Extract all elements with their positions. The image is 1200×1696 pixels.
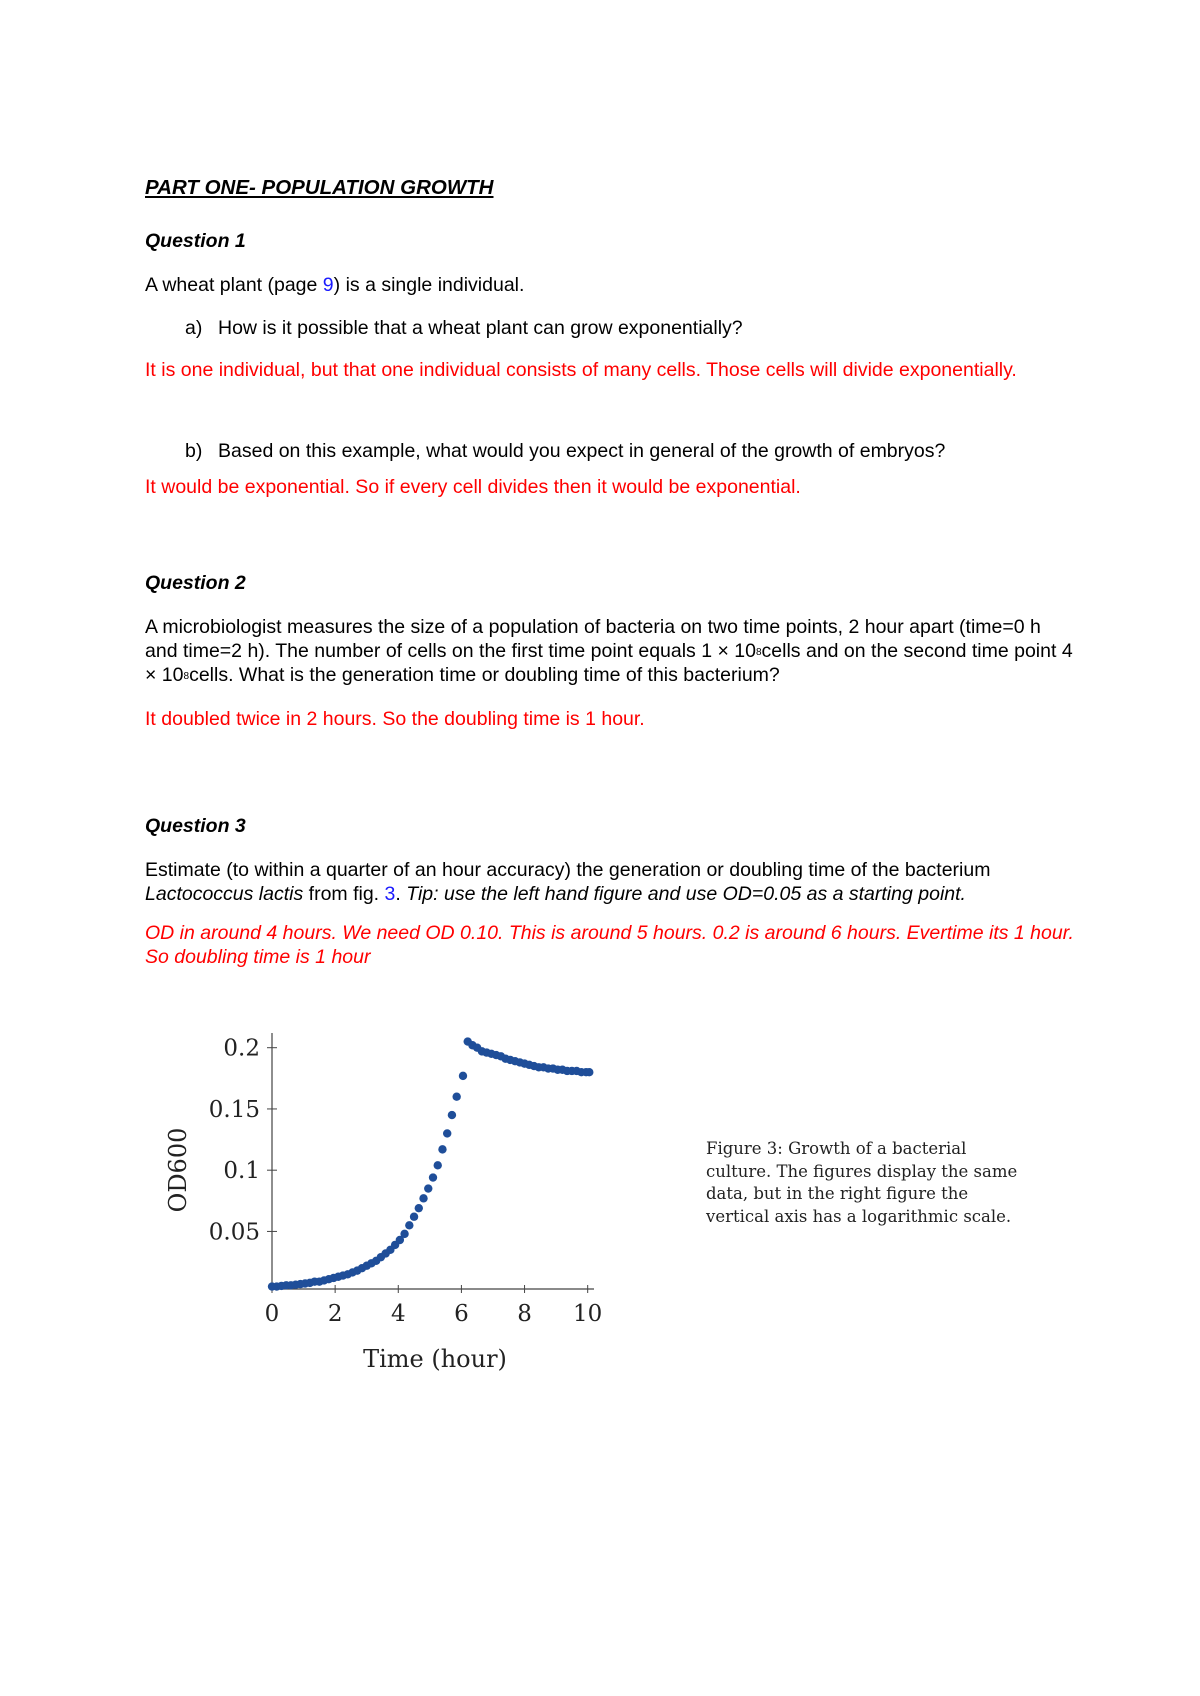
x-tick-label: 2 bbox=[327, 1301, 343, 1327]
y-tick-label: 0.1 bbox=[223, 1158, 260, 1185]
x-tick-label: 4 bbox=[390, 1301, 406, 1327]
data-point bbox=[419, 1194, 427, 1202]
x-tick-label: 0 bbox=[264, 1301, 280, 1327]
question-3-heading: Question 3 bbox=[145, 815, 246, 837]
page-title: PART ONE- POPULATION GROWTH bbox=[145, 176, 494, 199]
y-tick-label: 0.15 bbox=[208, 1096, 260, 1123]
data-point bbox=[459, 1072, 467, 1080]
data-point bbox=[415, 1204, 423, 1212]
data-point bbox=[452, 1092, 460, 1100]
answer-1b: It would be exponential. So if every cell divides then it would be exponential. bbox=[145, 476, 801, 498]
page-link[interactable]: 9 bbox=[322, 274, 334, 296]
data-point bbox=[438, 1145, 446, 1153]
answer-3: OD in around 4 hours. We need OD 0.10. This is around 5 hours. 0.2 is around 6 hours. Evertime its 1 hour. So doubling time is 1 hour bbox=[145, 922, 1074, 968]
species-name: Lactococcus lactis bbox=[145, 883, 304, 905]
x-tick-label: 10 bbox=[573, 1301, 603, 1327]
answer-2: It doubled twice in 2 hours. So the doubling time is 1 hour. bbox=[145, 708, 645, 730]
question-2-text: A microbiologist measures the size of a population of bacteria on two time points, 2 hour apart (time=0 h and time=2 h). The number of cells on the first time point equals $1 \times 10^8cells$ and on the second time point $4 \times 10^8cells$. What is the generation time or doubling time of this bacterium? bbox=[145, 616, 1073, 686]
data-point bbox=[410, 1213, 418, 1221]
question-1-intro: A wheat plant (page 9) is a single individual. bbox=[145, 274, 525, 296]
x-tick-label: 6 bbox=[454, 1301, 469, 1327]
answer-1a: It is one individual, but that one individual consists of many cells. Those cells will divide exponentially. bbox=[145, 359, 1017, 381]
question-1b: b) Based on this example, what would you expect in general of the growth of embryos? bbox=[185, 440, 946, 462]
x-axis-label: Time (hour) bbox=[363, 1345, 507, 1373]
question-1a: a) How is it possible that a wheat plant can grow exponentially? bbox=[185, 317, 743, 339]
data-point bbox=[400, 1230, 408, 1238]
y-tick-label: 0.05 bbox=[208, 1219, 260, 1246]
figure-link[interactable]: 3 bbox=[384, 883, 396, 905]
tip-text: Tip: use the left hand figure and use OD=0.05 as a starting point. bbox=[406, 883, 966, 905]
y-tick-label: 0.2 bbox=[223, 1035, 260, 1062]
question-3-text: Estimate (to within a quarter of an hour accuracy) the generation or doubling time of the bacterium Lactococcus lactis from fig. 3. Tip: use the left hand figure and use OD=0.05 as a starting point. bbox=[145, 859, 991, 905]
data-point bbox=[443, 1129, 451, 1137]
chart-points bbox=[268, 1037, 594, 1290]
chart-axes bbox=[209, 1033, 603, 1327]
growth-chart bbox=[150, 1015, 620, 1375]
x-tick-label: 8 bbox=[517, 1301, 532, 1327]
question-1-heading: Question 1 bbox=[145, 230, 246, 252]
data-point bbox=[448, 1111, 456, 1119]
data-point bbox=[434, 1161, 442, 1169]
figure-caption: Figure 3: Growth of a bacterial culture. The figures display the same data, but in the right figure the vertical axis has a logarithmic scale. bbox=[706, 1139, 1018, 1226]
data-point bbox=[405, 1221, 413, 1229]
data-point bbox=[429, 1173, 437, 1181]
y-axis-label: OD600 bbox=[164, 1127, 192, 1213]
data-point bbox=[585, 1068, 593, 1076]
question-2-heading: Question 2 bbox=[145, 572, 246, 594]
data-point bbox=[424, 1184, 432, 1192]
